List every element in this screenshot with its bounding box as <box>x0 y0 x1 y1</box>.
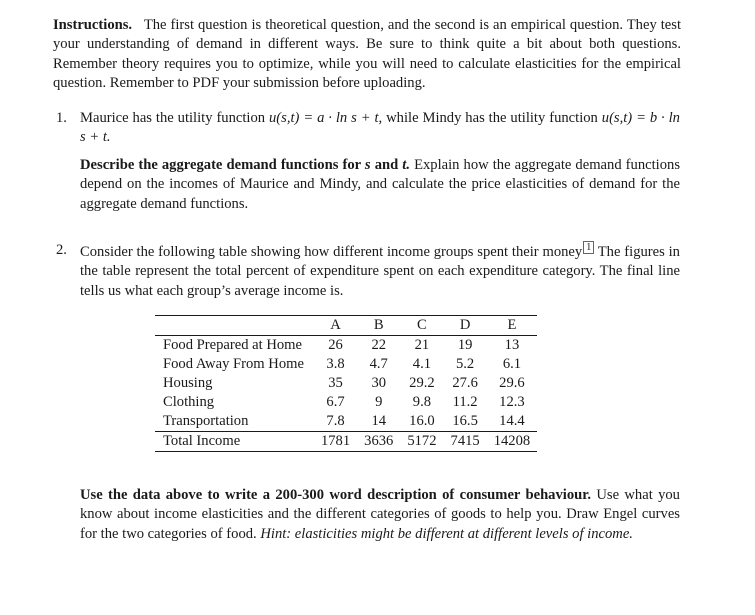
question-1-number: 1. <box>56 110 67 126</box>
table-cell: 6.1 <box>502 356 522 372</box>
table-cell: 22 <box>371 337 387 353</box>
table-row <box>155 412 537 432</box>
table-row <box>155 374 537 393</box>
q2-text-1: Consider the following table showing how different income groups spent their money <box>80 243 583 260</box>
table-row <box>155 355 537 374</box>
column-header: C <box>417 317 427 333</box>
table-cell: 14208 <box>493 433 531 449</box>
question-2 <box>56 241 680 301</box>
table-cell: 7.8 <box>326 413 345 429</box>
table-cell: 14.4 <box>499 413 525 429</box>
row-label: Housing <box>163 375 213 391</box>
table-row <box>155 393 537 412</box>
table-cell: 3636 <box>364 433 394 449</box>
row-label: Food Away From Home <box>163 356 304 372</box>
table-cell: 5172 <box>407 433 437 449</box>
table-cell: 16.5 <box>452 413 478 429</box>
table-cell: 26 <box>328 337 343 353</box>
row-label: Clothing <box>163 394 215 410</box>
table-row <box>155 336 537 356</box>
table-cell: 3.8 <box>326 356 345 372</box>
question-2-task <box>80 486 680 544</box>
expenditure-table <box>155 315 537 452</box>
q1-text-1: Maurice has the utility function <box>80 110 266 126</box>
table-cell: 21 <box>414 337 430 353</box>
column-header: E <box>507 317 517 333</box>
question-2-number: 2. <box>56 242 67 258</box>
mindy-utility-formula: u(s,t) = b · ln s + t. <box>80 110 680 146</box>
table-cell: 29.6 <box>499 375 525 391</box>
table-cell: 9 <box>375 394 383 410</box>
table-cell: 30 <box>371 375 387 391</box>
task-bold-text: Use the data above to write a 200-300 word description of consumer behaviour. <box>80 487 592 503</box>
table-cell: 19 <box>457 337 473 353</box>
task-text: Use what you know about income elasticities and the different categories of goods to help you. Draw Engel curves for the two categories of food. <box>80 487 680 542</box>
q1-bold-text: Describe the aggregate demand functions for s and t. <box>80 156 410 173</box>
table-header-row <box>155 316 537 336</box>
table-cell: 11.2 <box>452 394 478 410</box>
column-header: A <box>330 317 341 333</box>
q2-text-2: The figures in the table represent the total percent of expenditure spent on each expenditure category. The final line tells us what each group’s average income is. <box>80 243 680 299</box>
table-cell: 7415 <box>450 433 480 449</box>
table-cell: 27.6 <box>452 375 478 391</box>
column-header: D <box>459 317 471 333</box>
row-label: Food Prepared at Home <box>163 337 303 353</box>
table-cell: 16.0 <box>409 413 435 429</box>
question-1 <box>56 109 680 214</box>
table-total-row <box>155 432 537 452</box>
instructions-label: Instructions. <box>53 17 133 33</box>
instructions-paragraph <box>53 16 681 94</box>
question-2-prompt <box>80 241 680 301</box>
table-cell: 4.1 <box>412 356 432 372</box>
instructions-text: The first question is theoretical question, and the second is an empirical question. They test your understanding of demand in different ways. Be sure to think quite a bit about both questions. Remember theory requires you to optimize, while you will need to calculate elasticities for the empirical question. Remember to PDF your submission before uploading. <box>53 17 682 92</box>
table-cell: 14 <box>371 413 387 429</box>
row-label: Total Income <box>163 433 241 449</box>
table-cell: 1781 <box>320 433 351 449</box>
table-cell: 5.2 <box>455 356 475 372</box>
table-cell: 12.3 <box>499 394 525 410</box>
table-cell: 9.8 <box>412 394 432 410</box>
column-header: B <box>373 317 384 333</box>
maurice-utility-formula: u(s,t) = a · ln s + t, <box>269 110 383 126</box>
q1-text-2: while Mindy has the utility function <box>386 110 598 126</box>
footnote-link[interactable]: 1 <box>583 241 594 254</box>
question-1-prompt <box>80 109 680 148</box>
question-1-task <box>80 156 680 214</box>
table-cell: 29.2 <box>409 375 435 391</box>
table-cell: 35 <box>328 375 343 391</box>
table-cell: 4.7 <box>369 356 388 372</box>
table-cell: 6.7 <box>326 394 345 410</box>
header-empty-cell <box>155 316 314 336</box>
table-cell: 13 <box>504 337 520 353</box>
task-hint: Hint: elasticities might be different at different levels of income. <box>260 525 633 542</box>
row-label: Transportation <box>163 413 249 429</box>
q1-rest-text: Explain how the aggregate demand functions depend on the incomes of Maurice and Mindy, and calculate the price elasticities of demand for the aggregate demand functions. <box>80 156 680 212</box>
